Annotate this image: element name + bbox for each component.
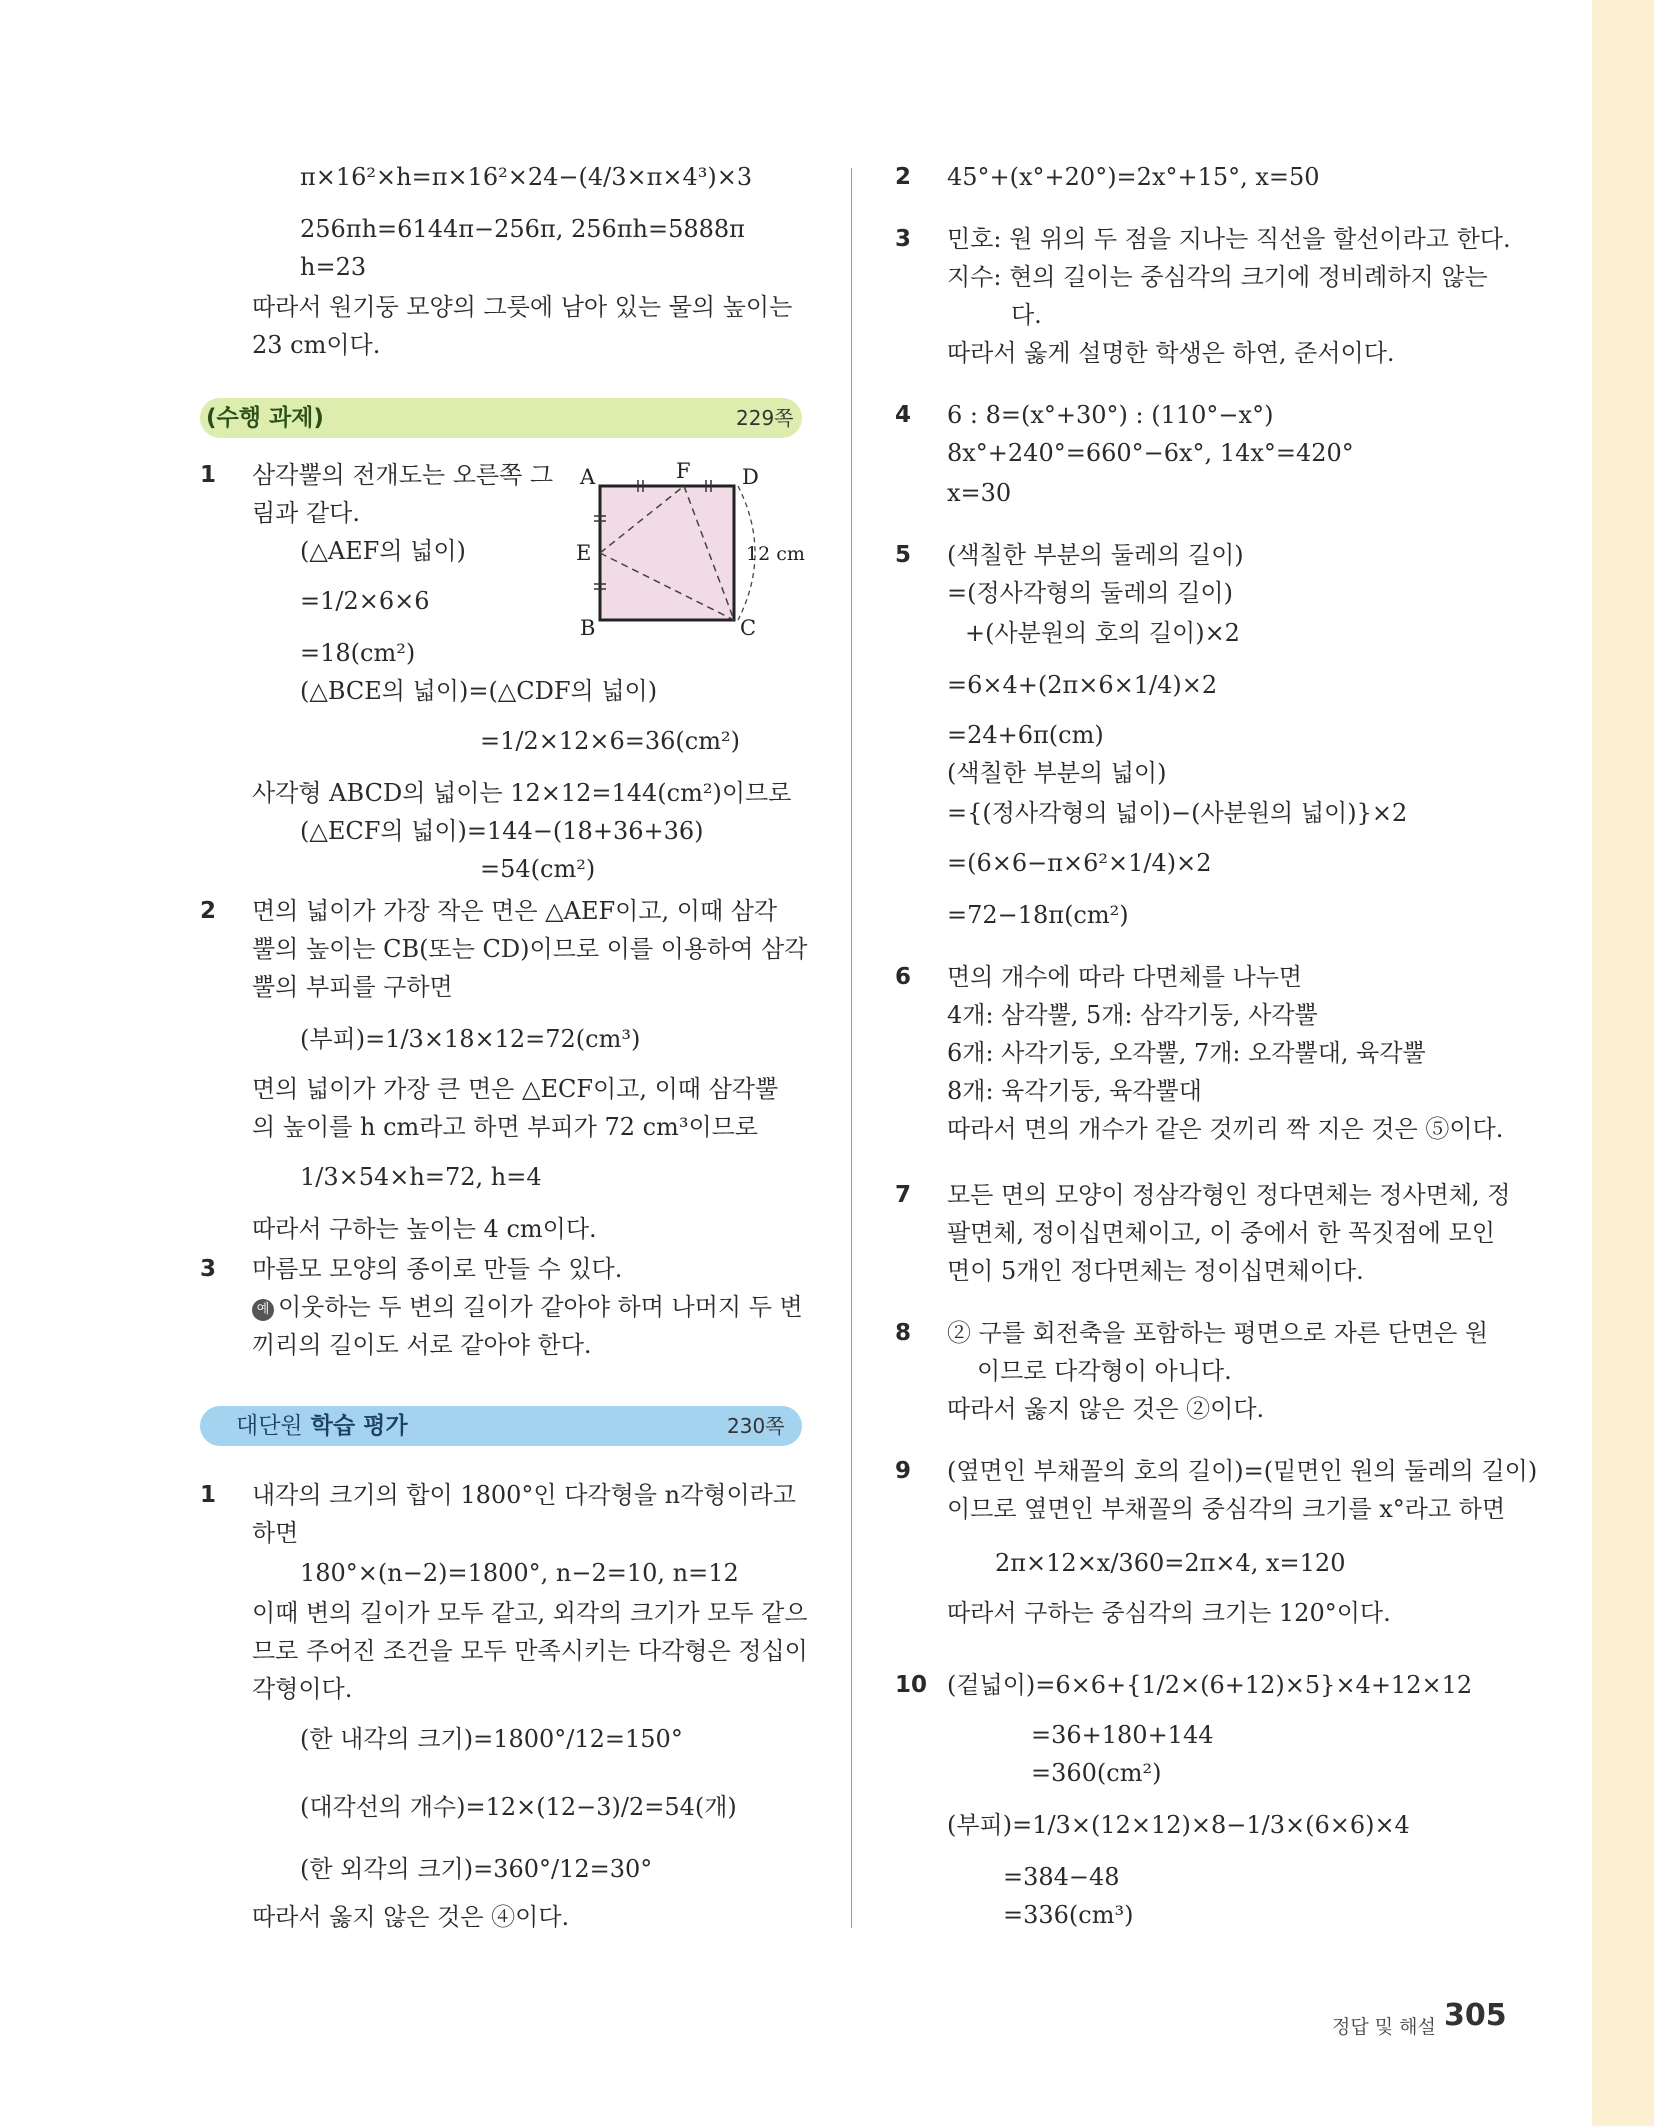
eval-section-page: 230쪽 xyxy=(727,1414,785,1438)
solution-line: 면이 5개인 정다면체는 정이십면체이다. xyxy=(947,1257,1364,1285)
solution-line: 팔면체, 정이십면체이고, 이 중에서 한 꼭짓점에 모인 xyxy=(947,1219,1495,1247)
solution-line: 뿔의 높이는 CB(또는 CD)이므로 이를 이용하여 삼각 xyxy=(252,935,808,963)
solution-line: 므로 주어진 조건을 모두 만족시키는 다각형은 정십이 xyxy=(252,1637,808,1665)
solution-line: ② 구를 회전축을 포함하는 평면으로 자른 단면은 원 xyxy=(947,1319,1489,1347)
solution-line: 45°+(x°+20°)=2x°+15°, x=50 xyxy=(947,163,1320,191)
problem-number: 8 xyxy=(895,1320,912,1346)
solution-line: (부피)=1/3×(12×12)×8−1/3×(6×6)×4 xyxy=(947,1811,1410,1839)
solution-line: 각형이다. xyxy=(252,1675,353,1703)
solution-line: (옆면인 부채꼴의 호의 길이)=(밑면인 원의 둘레의 길이) xyxy=(947,1457,1538,1485)
page-number: 305 xyxy=(1444,1998,1507,2033)
task-section-title: (수행 과제) xyxy=(206,405,324,431)
solution-line: (한 외각의 크기)=360°/12=30° xyxy=(300,1855,653,1883)
solution-line: 8개: 육각기둥, 육각뿔대 xyxy=(947,1077,1202,1105)
solution-line: =1/2×6×6 xyxy=(300,587,430,615)
pyramid-net-figure xyxy=(572,456,812,646)
solution-line: 다. xyxy=(1011,301,1042,329)
problem-number: 1 xyxy=(200,1482,217,1508)
example-line: 끼리의 길이도 서로 같아야 한다. xyxy=(252,1331,592,1359)
problem-number: 3 xyxy=(200,1256,217,1282)
problem-number: 10 xyxy=(895,1672,928,1698)
example-icon: 예 xyxy=(252,1299,274,1321)
solution-line: 8x°+240°=660°−6x°, 14x°=420° xyxy=(947,439,1354,467)
solution-line: 이므로 옆면인 부채꼴의 중심각의 크기를 x°라고 하면 xyxy=(947,1495,1506,1523)
solution-line: 지수: 현의 길이는 중심각의 크기에 정비례하지 않는 xyxy=(947,263,1488,291)
solution-line: =360(cm²) xyxy=(1031,1759,1162,1787)
vertex-label-c: C xyxy=(740,616,757,640)
problem-number: 1 xyxy=(200,462,217,488)
solution-line: 삼각뿔의 전개도는 오른쪽 그 xyxy=(252,461,554,489)
vertex-label-a: A xyxy=(580,465,596,489)
solution-line: (부피)=1/3×18×12=72(cm³) xyxy=(300,1025,641,1053)
solution-line: (겉넓이)=6×6+{1/2×(6+12)×5}×4+12×12 xyxy=(947,1671,1473,1699)
solution-line: 23 cm이다. xyxy=(252,331,381,359)
problem-number: 2 xyxy=(200,898,217,924)
solution-line: (△BCE의 넓이)=(△CDF의 넓이) xyxy=(300,677,658,705)
solution-line: 림과 같다. xyxy=(252,499,360,527)
solution-line: 따라서 구하는 높이는 4 cm이다. xyxy=(252,1215,597,1243)
solution-line: 의 높이를 h cm라고 하면 부피가 72 cm³이므로 xyxy=(252,1113,758,1141)
solution-line: 따라서 원기둥 모양의 그릇에 남아 있는 물의 높이는 xyxy=(252,293,793,321)
solution-line: 180°×(n−2)=1800°, n−2=10, n=12 xyxy=(300,1559,739,1587)
solution-line: =54(cm²) xyxy=(480,855,596,883)
problem-number: 4 xyxy=(895,402,912,428)
solution-line: π×16²×h=π×16²×24−(4/3×π×4³)×3 xyxy=(300,163,753,191)
solution-line: =384−48 xyxy=(1003,1863,1120,1891)
solution-line: 따라서 옳지 않은 것은 ②이다. xyxy=(947,1395,1265,1423)
solution-line: =18(cm²) xyxy=(300,639,416,667)
problem-number: 5 xyxy=(895,542,912,568)
solution-line: 마름모 모양의 종이로 만들 수 있다. xyxy=(252,1255,623,1283)
solution-line: =72−18π(cm²) xyxy=(947,901,1129,929)
solution-line: 따라서 옳게 설명한 학생은 하연, 준서이다. xyxy=(947,339,1395,367)
solution-line: 내각의 크기의 합이 1800°인 다각형을 n각형이라고 xyxy=(252,1481,796,1509)
problem-number: 3 xyxy=(895,226,912,252)
solution-line: =(정사각형의 둘레의 길이) xyxy=(947,579,1233,607)
solution-line: (△AEF의 넓이) xyxy=(300,537,466,565)
example-line: 예 이웃하는 두 변의 길이가 같아야 하며 나머지 두 변 xyxy=(252,1290,803,1324)
solution-line: 4개: 삼각뿔, 5개: 삼각기둥, 사각뿔 xyxy=(947,1001,1318,1029)
footer-label: 정답 및 해설 xyxy=(1332,2016,1436,2038)
solution-line: 하면 xyxy=(252,1519,299,1547)
solution-line: 6개: 사각기둥, 오각뿔, 7개: 오각뿔대, 육각뿔 xyxy=(947,1039,1426,1067)
solution-line: 따라서 옳지 않은 것은 ④이다. xyxy=(252,1903,570,1931)
solution-line: 이므로 다각형이 아니다. xyxy=(977,1357,1232,1385)
column-divider xyxy=(851,168,852,1928)
solution-line: 따라서 구하는 중심각의 크기는 120°이다. xyxy=(947,1599,1391,1627)
solution-line: 면의 넓이가 가장 큰 면은 △ECF이고, 이때 삼각뿔 xyxy=(252,1075,779,1103)
side-length-label: 12 cm xyxy=(746,543,805,565)
sidebar-stripe xyxy=(1592,0,1654,2126)
solution-line: 6 : 8=(x°+30°) : (110°−x°) xyxy=(947,401,1274,429)
vertex-label-f: F xyxy=(676,459,691,483)
vertex-label-b: B xyxy=(580,616,596,640)
solution-line: ={(정사각형의 넓이)−(사분원의 넓이)}×2 xyxy=(947,799,1408,827)
solution-line: 면의 넓이가 가장 작은 면은 △AEF이고, 이때 삼각 xyxy=(252,897,778,925)
solution-line: +(사분원의 호의 길이)×2 xyxy=(965,619,1240,647)
solution-line: 뿔의 부피를 구하면 xyxy=(252,973,453,1001)
solution-line: 면의 개수에 따라 다면체를 나누면 xyxy=(947,963,1303,991)
solution-line: =6×4+(2π×6×1/4)×2 xyxy=(947,671,1218,699)
solution-line: (색칠한 부분의 둘레의 길이) xyxy=(947,541,1244,569)
solution-line: =336(cm³) xyxy=(1003,1901,1134,1929)
solution-line: (△ECF의 넓이)=144−(18+36+36) xyxy=(300,817,704,845)
solution-line: 모든 면의 모양이 정삼각형인 정다면체는 정사면체, 정 xyxy=(947,1181,1511,1209)
solution-line: 이때 변의 길이가 모두 같고, 외각의 크기가 모두 같으 xyxy=(252,1599,808,1627)
solution-line: 256πh=6144π−256π, 256πh=5888π xyxy=(300,215,745,243)
solution-line: 1/3×54×h=72, h=4 xyxy=(300,1163,542,1191)
solution-line: =1/2×12×6=36(cm²) xyxy=(480,727,740,755)
solution-line: 따라서 면의 개수가 같은 것끼리 짝 지은 것은 ⑤이다. xyxy=(947,1115,1504,1143)
solution-line: 사각형 ABCD의 넓이는 12×12=144(cm²)이므로 xyxy=(252,779,792,807)
solution-line: x=30 xyxy=(947,479,1012,507)
problem-number: 2 xyxy=(895,164,912,190)
solution-line: 2π×12×x/360=2π×4, x=120 xyxy=(995,1549,1346,1577)
task-section-page: 229쪽 xyxy=(736,406,794,430)
vertex-label-d: D xyxy=(742,465,759,489)
solution-line: =24+6π(cm) xyxy=(947,721,1104,749)
vertex-label-e: E xyxy=(576,541,592,565)
solution-line: 민호: 원 위의 두 점을 지나는 직선을 할선이라고 한다. xyxy=(947,225,1511,253)
problem-number: 7 xyxy=(895,1182,912,1208)
square-abcd xyxy=(600,486,734,620)
solution-line: h=23 xyxy=(300,253,367,281)
solution-line: (대각선의 개수)=12×(12−3)/2=54(개) xyxy=(300,1793,737,1821)
problem-number: 9 xyxy=(895,1458,912,1484)
solution-line: (한 내각의 크기)=1800°/12=150° xyxy=(300,1725,683,1753)
solution-line: =36+180+144 xyxy=(1031,1721,1214,1749)
problem-number: 6 xyxy=(895,964,912,990)
solution-line: (색칠한 부분의 넓이) xyxy=(947,759,1167,787)
eval-section-title: 대단원 학습 평가 xyxy=(236,1413,408,1439)
solution-line: =(6×6−π×6²×1/4)×2 xyxy=(947,849,1212,877)
